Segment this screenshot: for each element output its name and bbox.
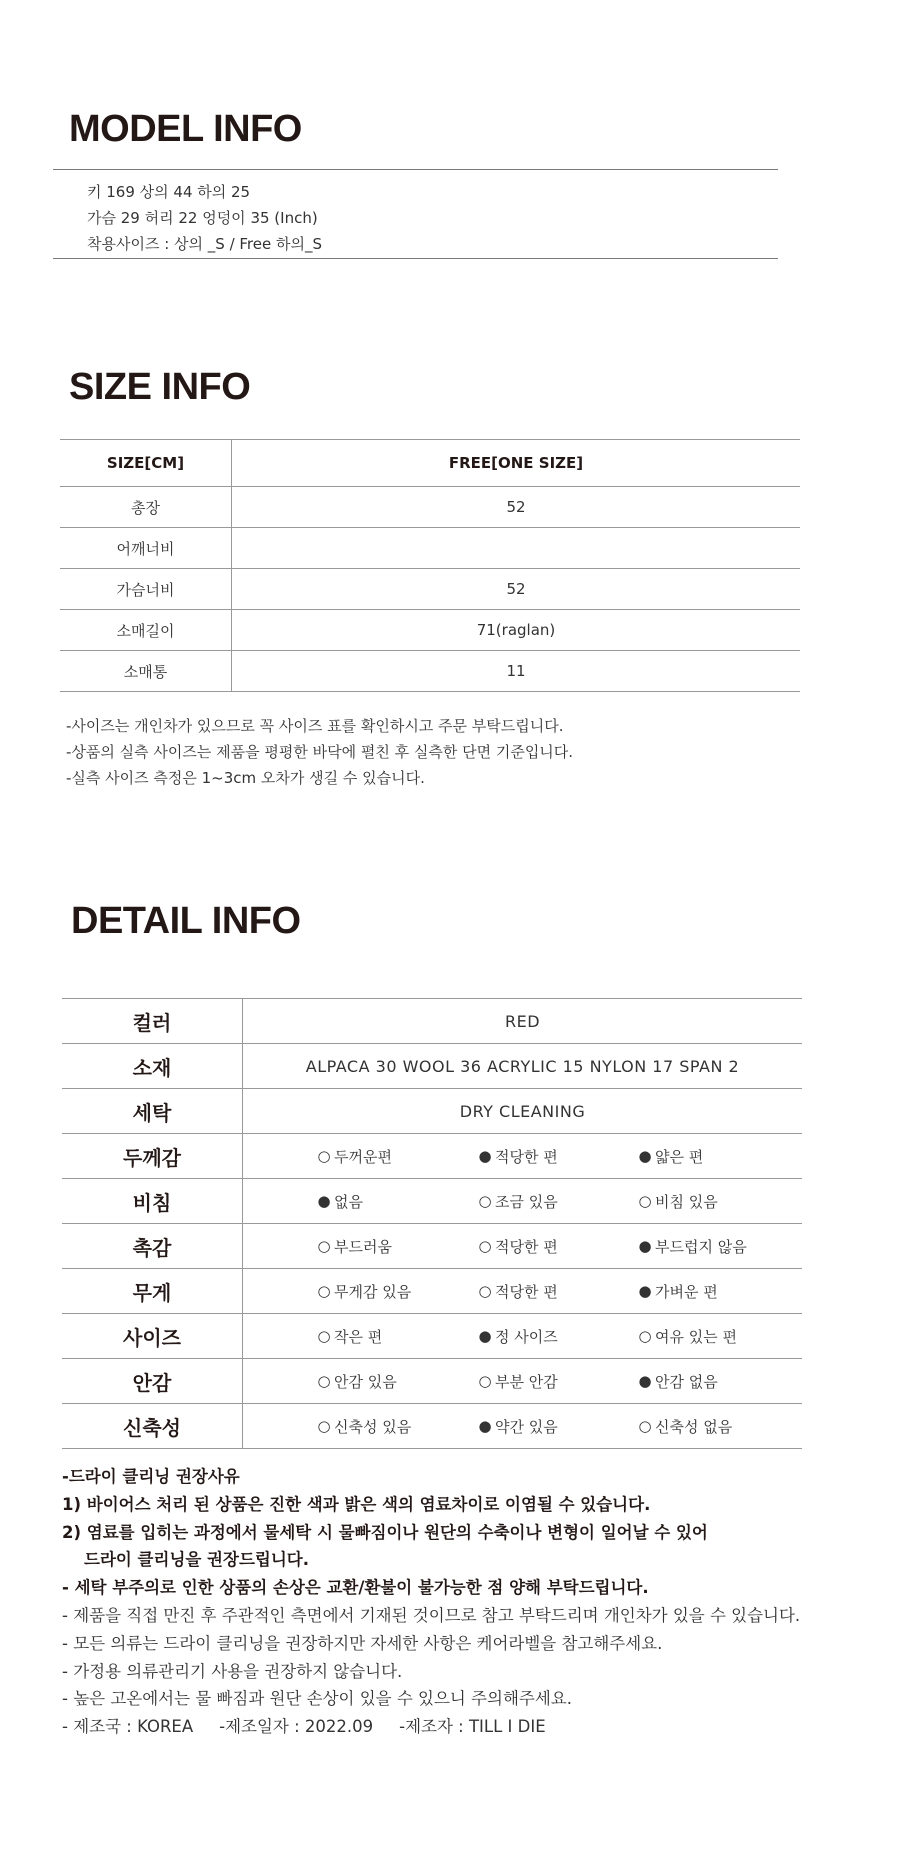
size-label-chest: 가슴너비 [60,569,232,610]
manufacture-country: - 제조국 : KOREA [62,1717,194,1737]
option-label: 신축성 없음 [655,1417,733,1436]
model-info-list [87,179,687,257]
option-group [243,1326,802,1347]
option-group [243,1371,802,1392]
option-label: 없음 [334,1192,363,1211]
size-value-shoulder [232,528,801,569]
option-label: 적당한 편 [495,1237,558,1256]
empty-circle-icon: ○ [638,1192,652,1210]
model-info-title: MODEL INFO [69,108,302,150]
option-label: 부분 안감 [495,1372,558,1391]
size-header-free: FREE[ONE SIZE] [232,440,801,487]
table-row [62,1224,802,1269]
option-item [243,1191,478,1212]
option-label: 부드러움 [334,1237,392,1256]
option-item [478,1371,638,1392]
empty-circle-icon: ○ [478,1372,492,1390]
table-row [62,1089,802,1134]
care-note: 1) 바이어스 처리 된 상품은 진한 색과 밝은 색의 염료차이로 이염될 수 있습니다. [62,1494,651,1514]
filled-circle-icon: ● [638,1237,652,1255]
option-label: 약간 있음 [495,1417,558,1436]
option-item [478,1146,638,1167]
option-item [638,1416,798,1437]
option-item [243,1416,478,1437]
care-note: - 세탁 부주의로 인한 상품의 손상은 교환/환불이 불가능한 점 양해 부탁드립니다. [62,1578,649,1598]
option-label: 가벼운 편 [655,1282,718,1301]
option-label: 안감 있음 [334,1372,397,1391]
size-note: -실측 사이즈 측정은 1~3cm 오차가 생길 수 있습니다. [66,769,425,787]
option-label: 여유 있는 편 [655,1327,737,1346]
care-note: - 가정용 의류관리기 사용을 권장하지 않습니다. [62,1661,403,1681]
table-row [62,1179,802,1224]
detail-label: 사이즈 [62,1314,243,1359]
option-item [478,1326,638,1347]
care-note: - 제품을 직접 만진 후 주관적인 측면에서 기재된 것이므로 참고 부탁드리며 개인차가 있을 수 있습니다. [62,1605,801,1625]
detail-value-washing: DRY CLEANING [243,1089,803,1134]
option-group [243,1191,802,1212]
size-value-total-length: 52 [232,487,801,528]
size-header-unit: SIZE[CM] [60,440,232,487]
size-table-header [60,440,800,487]
detail-options [243,1269,803,1314]
option-item [478,1416,638,1437]
empty-circle-icon: ○ [317,1417,331,1435]
size-note: -상품의 실측 사이즈는 제품을 평평한 바닥에 펼친 후 실측한 단면 기준입니다. [66,743,574,761]
option-label: 적당한 편 [495,1282,558,1301]
detail-options [243,1179,803,1224]
table-row [62,1359,802,1404]
option-label: 조금 있음 [495,1192,558,1211]
filled-circle-icon: ● [478,1327,492,1345]
size-label-sleeve-length: 소매길이 [60,610,232,651]
empty-circle-icon: ○ [478,1237,492,1255]
size-notes [66,713,826,791]
size-note: -사이즈는 개인차가 있으므로 꼭 사이즈 표를 확인하시고 주문 부탁드립니다. [66,717,564,735]
option-label: 신축성 있음 [334,1417,412,1436]
size-value-chest: 52 [232,569,801,610]
table-row [62,1134,802,1179]
size-label-sleeve-width: 소매통 [60,651,232,692]
care-note: 드라이 클리닝을 권장드립니다. [84,1550,309,1570]
option-item [478,1281,638,1302]
option-item [243,1281,478,1302]
detail-table [62,998,802,1449]
empty-circle-icon: ○ [478,1282,492,1300]
filled-circle-icon: ● [478,1147,492,1165]
empty-circle-icon: ○ [317,1147,331,1165]
manufacture-date: -제조일자 : 2022.09 [219,1717,374,1737]
empty-circle-icon: ○ [317,1372,331,1390]
option-group [243,1236,802,1257]
filled-circle-icon: ● [638,1147,652,1165]
care-note: - 모든 의류는 드라이 클리닝을 권장하지만 자세한 사항은 케어라벨을 참고해주세요. [62,1633,663,1653]
empty-circle-icon: ○ [317,1327,331,1345]
option-label: 부드럽지 않음 [655,1237,747,1256]
detail-value-material: ALPACA 30 WOOL 36 ACRYLIC 15 NYLON 17 SPAN 2 [243,1044,803,1089]
filled-circle-icon: ● [478,1417,492,1435]
option-item [243,1146,478,1167]
size-value-sleeve-width: 11 [232,651,801,692]
detail-options [243,1224,803,1269]
care-note: 2) 염료를 입히는 과정에서 물세탁 시 물빠짐이나 원단의 수축이나 변형이 일어날 수 있어 [62,1522,708,1542]
detail-label: 두께감 [62,1134,243,1179]
detail-label-material: 소재 [62,1044,243,1089]
option-label: 작은 편 [334,1327,383,1346]
option-item [638,1236,798,1257]
manufacturing-info [62,1713,882,1741]
option-group [243,1281,802,1302]
model-height-sizes: 키 169 상의 44 하의 25 [87,183,251,201]
table-row [60,610,800,651]
option-item [243,1326,478,1347]
size-info-title: SIZE INFO [69,366,251,408]
option-item [638,1146,798,1167]
care-note-heading: -드라이 클리닝 권장사유 [62,1467,240,1486]
option-label: 적당한 편 [495,1147,558,1166]
option-label: 정 사이즈 [495,1327,558,1346]
option-item [638,1371,798,1392]
size-label-total-length: 총장 [60,487,232,528]
size-table [60,439,800,692]
detail-label: 비침 [62,1179,243,1224]
filled-circle-icon: ● [638,1282,652,1300]
option-label: 무게감 있음 [334,1282,412,1301]
detail-options [243,1359,803,1404]
empty-circle-icon: ○ [638,1417,652,1435]
detail-label: 촉감 [62,1224,243,1269]
model-worn-size: 착용사이즈 : 상의 _S / Free 하의_S [87,235,323,253]
option-item [638,1191,798,1212]
table-row [60,528,800,569]
empty-circle-icon: ○ [317,1237,331,1255]
care-note: - 높은 고온에서는 물 빠짐과 원단 손상이 있을 수 있으니 주의해주세요. [62,1689,572,1709]
option-item [243,1371,478,1392]
detail-label: 무게 [62,1269,243,1314]
table-row [60,569,800,610]
manufacturer: -제조자 : TILL I DIE [399,1717,546,1737]
option-label: 안감 없음 [655,1372,718,1391]
table-row [62,1404,802,1449]
option-label: 비침 있음 [655,1192,718,1211]
table-row [62,1314,802,1359]
option-item [478,1191,638,1212]
size-value-sleeve-length: 71(raglan) [232,610,801,651]
option-item [243,1236,478,1257]
detail-label: 신축성 [62,1404,243,1449]
option-label: 두꺼운편 [334,1147,392,1166]
empty-circle-icon: ○ [638,1327,652,1345]
detail-value-color: RED [243,999,803,1044]
detail-options [243,1314,803,1359]
empty-circle-icon: ○ [317,1282,331,1300]
option-group [243,1416,802,1437]
detail-info-title: DETAIL INFO [71,900,301,942]
option-label: 얇은 편 [655,1147,704,1166]
model-measurements: 가슴 29 허리 22 엉덩이 35 (Inch) [87,209,318,227]
model-info-top-divider [53,169,778,170]
option-item [638,1281,798,1302]
care-notes [62,1463,882,1741]
size-label-shoulder: 어깨너비 [60,528,232,569]
detail-label: 안감 [62,1359,243,1404]
table-row [60,487,800,528]
detail-options [243,1134,803,1179]
detail-options [243,1404,803,1449]
detail-label-washing: 세탁 [62,1089,243,1134]
filled-circle-icon: ● [638,1372,652,1390]
table-row [62,1269,802,1314]
table-row [62,1044,802,1089]
detail-label-color: 컬러 [62,999,243,1044]
option-item [638,1326,798,1347]
table-row [60,651,800,692]
option-item [478,1236,638,1257]
model-info-bottom-divider [53,258,778,259]
table-row [62,999,802,1044]
filled-circle-icon: ● [317,1192,331,1210]
option-group [243,1146,802,1167]
empty-circle-icon: ○ [478,1192,492,1210]
